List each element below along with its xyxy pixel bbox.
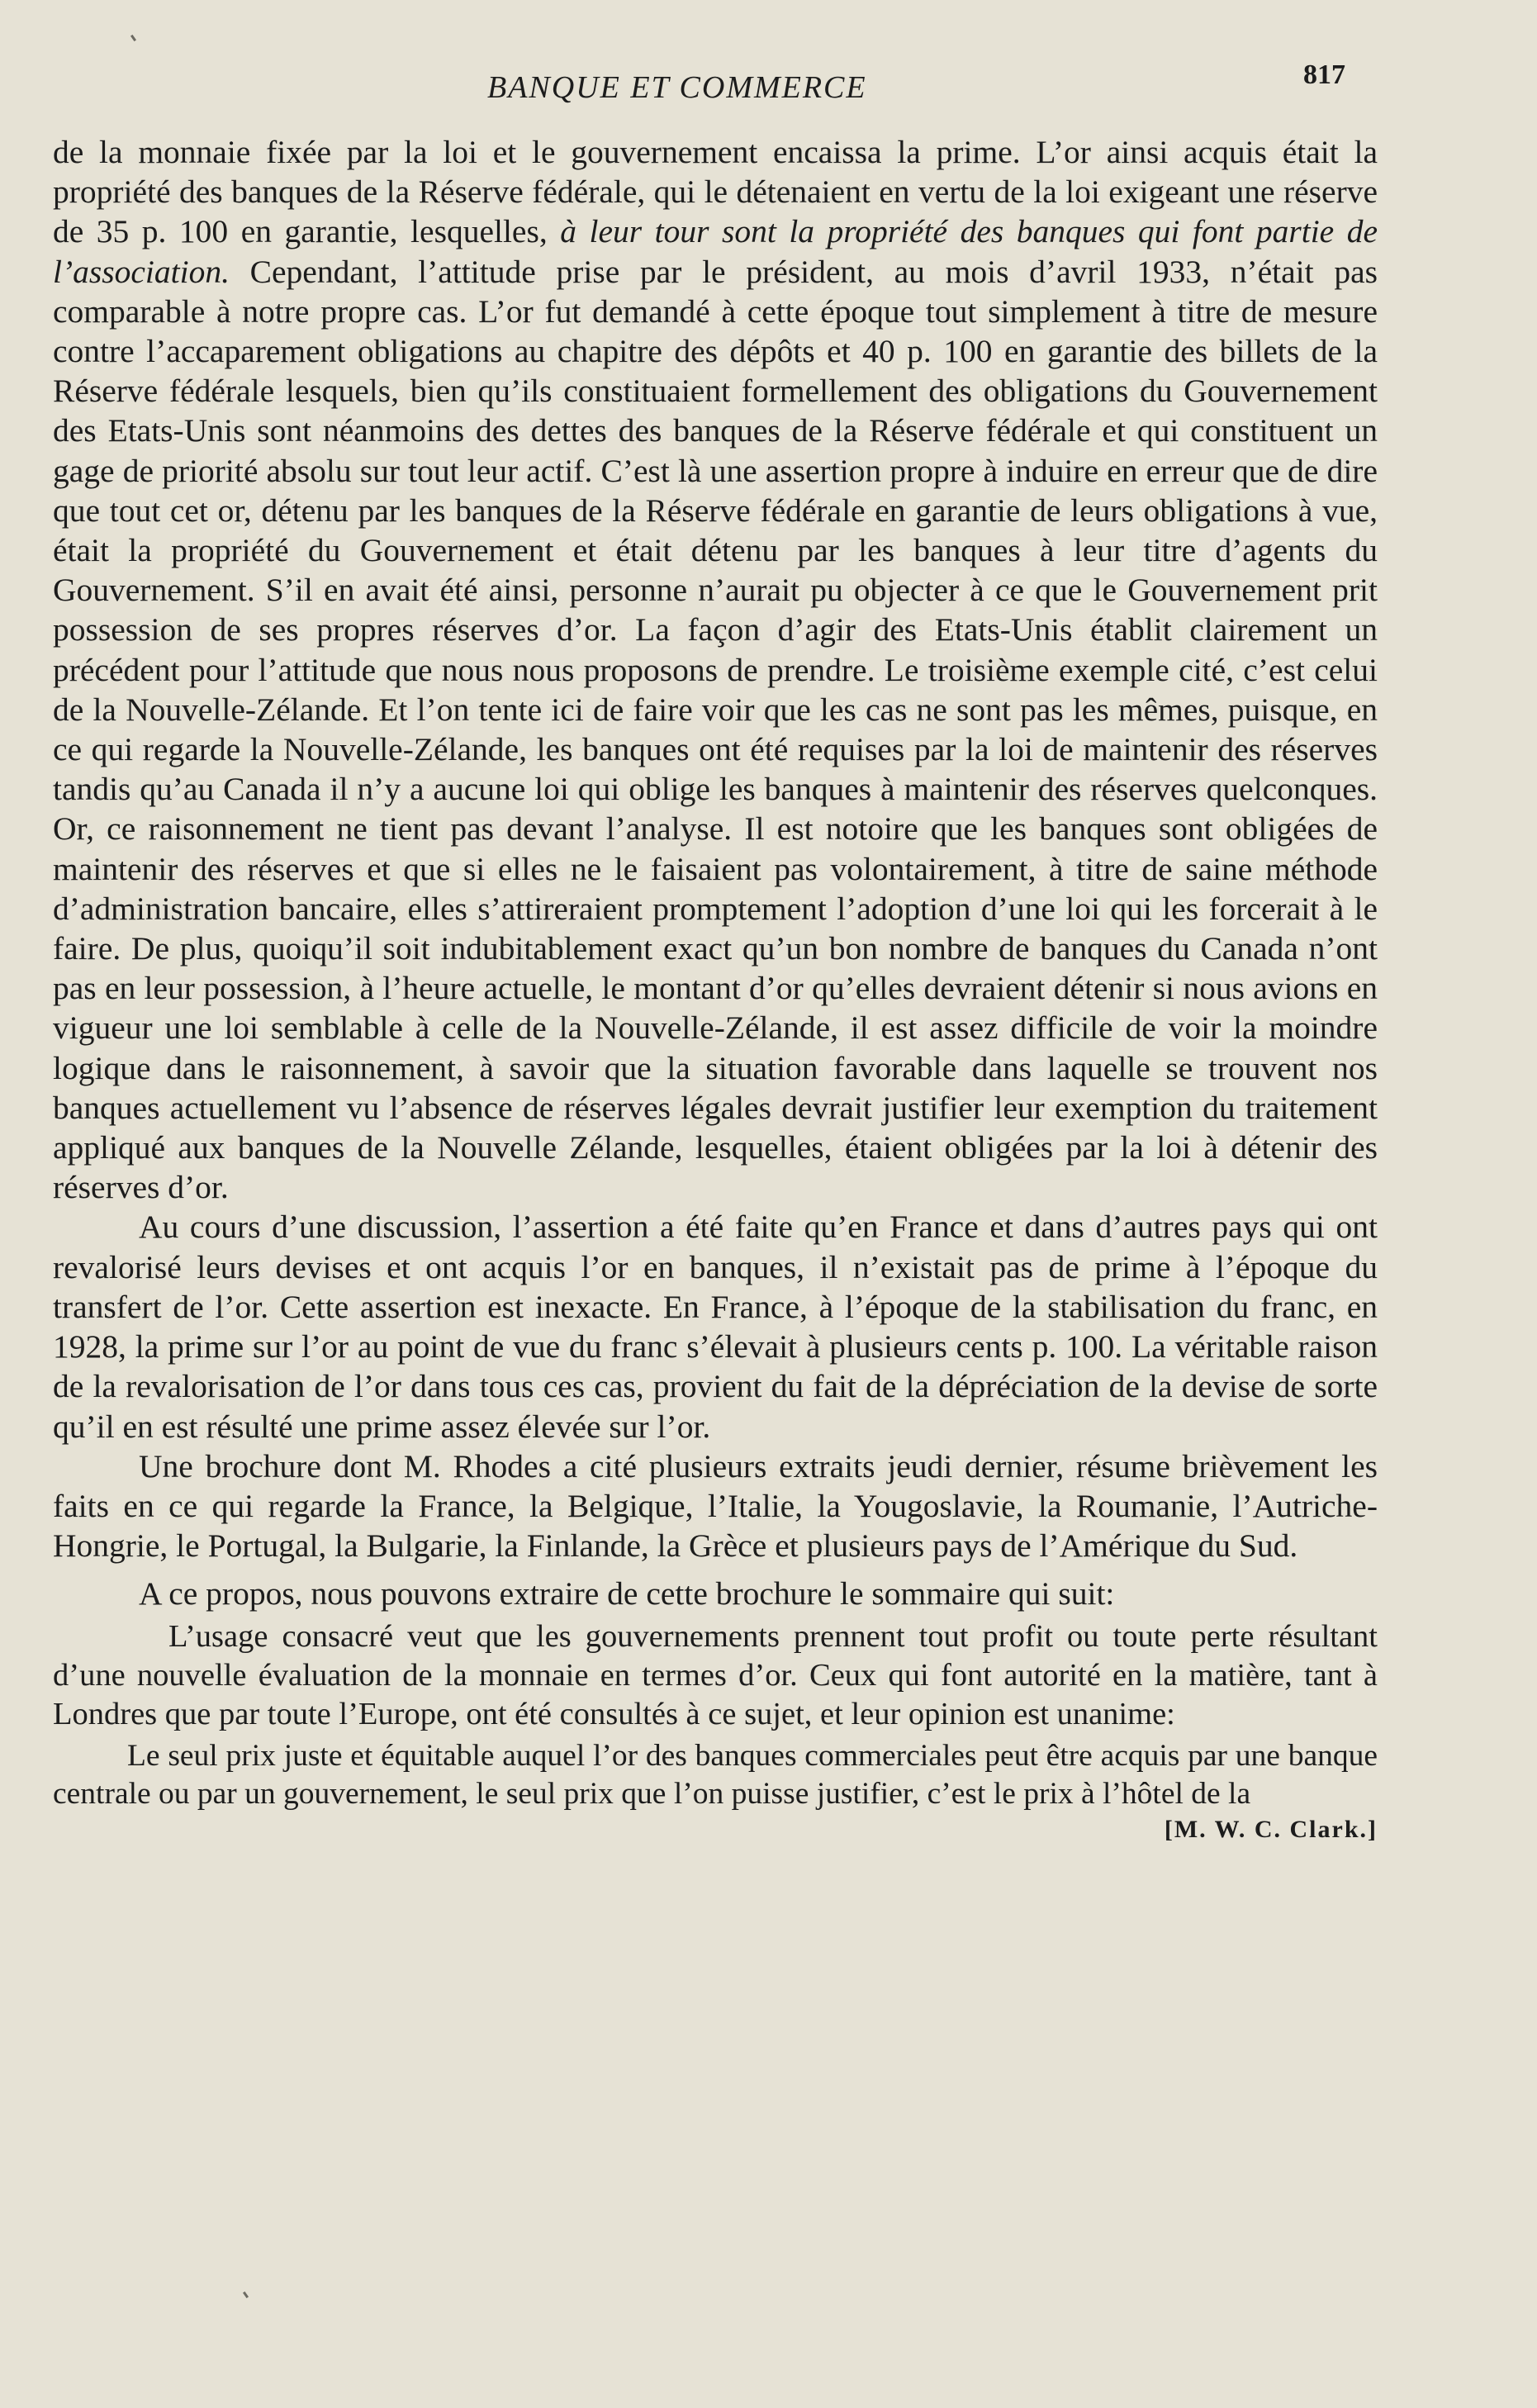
speaker-attribution <box>53 1810 1378 1850</box>
body-text <box>53 132 1378 1850</box>
block-quote-1: L’usage consacré veut que les gouvernements prennent tout profit ou toute perte résultant d’une nouvelle évaluation de la monnaie en termes d’or. Ceux qui font autorité en la matière, tant à Londres que par toute l’Europe, ont été consultés à ce sujet, et leur opinion est unanime: <box>53 1618 1378 1731</box>
paper-speck <box>130 35 136 41</box>
page-header <box>0 59 1537 109</box>
page-number: 817 <box>1303 59 1345 90</box>
paper-speck <box>243 2292 249 2298</box>
block-quote-2: Le seul prix juste et équitable auquel l’or des banques commerciales peut être acquis par une banque centrale ou par un gouvernement, le seul prix que l’on puisse justifier, c’est le prix à l’hôtel de la <box>53 1738 1378 1811</box>
paragraph-1-text-a: de la monnaie fixée par la loi et le gouvernement encaissa la prime. L’or ainsi acquis était la propriété des banques de la Réserve fédérale, qui le détenaient en vertu de la loi exigeant une réserve de 35 p. 100 en garantie, lesquelles, <box>53 134 1378 250</box>
paragraph-4: A ce propos, nous pouvons extraire de cette brochure le sommaire qui suit: <box>139 1575 1115 1612</box>
paragraph-1 <box>53 132 1378 1207</box>
speaker-name: [M. W. C. Clark.] <box>1164 1815 1378 1843</box>
paragraph-3: Une brochure dont M. Rhodes a cité plusieurs extraits jeudi dernier, résume brièvement les faits en ce qui regarde la France, la Belgique, l’Italie, la Yougoslavie, la Roumanie, l’Autriche-Hongrie, le Portugal, la Bulgarie, la Finlande, la Grèce et plusieurs pays de l’Amérique du Sud. <box>53 1447 1378 1565</box>
paragraph-1-italic: à leur tour sont la propriété des banques qui font partie de l’association. <box>53 213 1378 290</box>
running-title: BANQUE ET COMMERCE <box>487 70 867 105</box>
paragraph-1-text-b: Cependant, l’attitude prise par le président, au mois d’avril 1933, n’était pas comparable à notre propre cas. L’or fut demandé à cette époque tout simplement à titre de mesure contre l’accaparement obligations au chapitre des dépôts et 40 p. 100 en garantie des billets de la Réserve fédérale lesquels, bien qu’ils constituaient formellement des obligations du Gouvernement des Etats-Unis sont néanmoins des dettes des banques de la Réserve fédérale et qui constituent un gage de priorité absolu sur tout leur actif. C’est là une assertion propre à induire en erreur que de dire que tout cet or, détenu par les banques de la Réserve fédérale en garantie de leurs obligations à vue, était la propriété du Gouvernement et était détenu par les banques à leur titre d’agents du Gouvernement. S’il en avait été ainsi, personne n’aurait pu objecter à ce que le Gouvernement prit possession de ses propres réserves d’or. La façon d’agir des Etats-Unis établit clairement un précédent pour l’attitude que nous nous proposons de prendre. Le troisième exemple cité, c’est celui de la Nouvelle-Zélande. Et l’on tente ici de faire voir que les cas ne sont pas les mêmes, puisque, en ce qui regarde la Nouvelle-Zélande, les banques ont été requises par la loi de maintenir des réserves tandis qu’au Canada il n’y a aucune loi qui oblige les banques à maintenir des réserves quelconques. Or, ce raisonnement ne tient pas devant l’analyse. Il est notoire que les banques sont obligées de maintenir des réserves et que si elles ne le faisaient pas volontairement, à titre de saine méthode d’administration bancaire, elles s’attireraient promptement l’adoption d’une loi qui les forcerait à le faire. De plus, quoiqu’il soit indubitablement exact qu’un bon nombre de banques du Canada n’ont pas en leur possession, à l’heure actuelle, le montant d’or qu’elles devraient détenir si nous avions en vigueur une loi semblable à celle de la Nouvelle-Zélande, il est assez difficile de voir la moindre logique dans le raisonnement, à savoir que la situation favorable dans laquelle se trouvent nos banques actuellement vu l’absence de réserves légales devrait justifier leur exemption du traitement appliqué aux banques de la Nouvelle Zélande, lesquelles, étaient obligées par la loi à détenir des réserves d’or. <box>53 253 1378 1206</box>
paragraph-2: Au cours d’une discussion, l’assertion a été faite qu’en France et dans d’autres pays qui ont revalorisé leurs devises et ont acquis l’or en banques, il n’existait pas de prime à l’époque du transfert de l’or. Cette assertion est inexacte. En France, à l’époque de la stabilisation du franc, en 1928, la prime sur l’or au point de vue du franc s’élevait à plusieurs cents p. 100. La véritable raison de la revalorisation de l’or dans tous ces cas, provient du fait de la dépréciation de la devise de sorte qu’il en est résulté une prime assez élevée sur l’or. <box>53 1209 1378 1445</box>
